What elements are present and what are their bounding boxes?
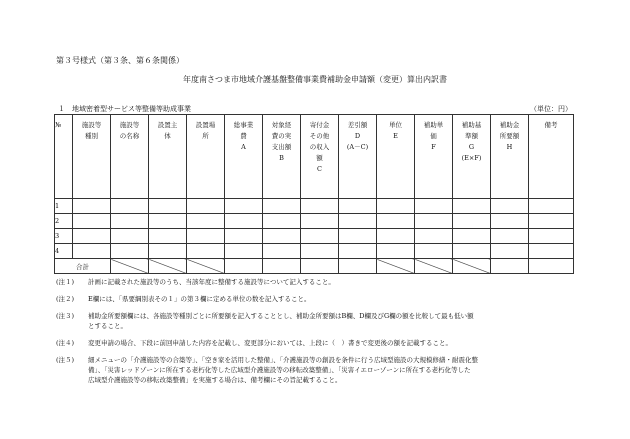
table-cell [339, 214, 377, 229]
table-cell [453, 199, 491, 214]
table-cell [415, 214, 453, 229]
form-label: 第３号様式（第３条、第６条関係） [56, 56, 184, 65]
note-mark: (注２) [56, 295, 75, 303]
section-title: １ 地域密着型サービス等整備等助成事業 [58, 105, 191, 113]
column-header: 設置場 所 [187, 115, 225, 199]
table-cell [263, 229, 301, 244]
table-cell [187, 214, 225, 229]
table-cell [225, 229, 263, 244]
column-header: 寄付金 その他 の収入 額 C [301, 115, 339, 199]
table-cell [339, 244, 377, 259]
table-cell [187, 229, 225, 244]
column-header: 備考 [529, 115, 574, 199]
row-number: 4 [55, 244, 73, 259]
note-item [56, 277, 576, 287]
column-header: 補助基 準額 G (E×F) [453, 115, 491, 199]
crossed-out-cell [187, 259, 225, 274]
table-cell [149, 199, 187, 214]
table-cell [187, 199, 225, 214]
column-header: № [55, 115, 73, 199]
table-cell [149, 214, 187, 229]
table-cell [377, 199, 415, 214]
note-text: 変更申請の場合、下段に前回申請した内容を記載し、変更部分においては、上段に（ ）書きで変更後の額を記載すること。 [88, 339, 452, 347]
total-label: 合計 [55, 259, 111, 274]
table-cell [529, 229, 574, 244]
table-cell [263, 244, 301, 259]
table-cell [111, 229, 149, 244]
column-header: 補助金 所要額 H [491, 115, 529, 199]
crossed-out-cell [149, 259, 187, 274]
crossed-out-cell [415, 259, 453, 274]
table-cell [225, 244, 263, 259]
table-cell [491, 229, 529, 244]
note-text: 細メニューの「介護施設等の合築等」、「空き家を活用した整備」、「介護施設等の創設を条件に行う広域型施設の大規模修繕・耐震化整 備」、「災害レッドゾーンに所在する老朽化等した広域型介護施設等の移転改築整備」、「災害イエローゾーンに所在する老朽化等した 広域型介護施設等の移転改築整備」を実施する場合は、備考欄にその旨記載すること。 [88, 356, 478, 384]
notes-section [56, 277, 576, 392]
table-cell [263, 199, 301, 214]
table-cell [111, 244, 149, 259]
note-mark: (注５) [56, 356, 75, 364]
table-row [55, 199, 574, 214]
column-header: 施設等 種別 [73, 115, 111, 199]
table-cell [149, 229, 187, 244]
row-number: 3 [55, 229, 73, 244]
table-cell [301, 229, 339, 244]
table-cell [453, 214, 491, 229]
table-cell [529, 199, 574, 214]
document-title: 年度南さつま市地域介護基盤整備事業費補助金申請額（変更）算出内訳書 [183, 75, 447, 84]
table-cell [415, 244, 453, 259]
table-row [55, 214, 574, 229]
total-cell [263, 259, 301, 274]
table-cell [263, 214, 301, 229]
total-row [55, 259, 574, 274]
table-cell [225, 199, 263, 214]
table-cell [225, 214, 263, 229]
table-row [55, 244, 574, 259]
crossed-out-cell [111, 259, 149, 274]
table-cell [491, 214, 529, 229]
table-cell [149, 244, 187, 259]
note-text: E欄には、「県要綱別表その１」の第３欄に定める単位の数を記入すること。 [88, 295, 311, 303]
table-cell [377, 244, 415, 259]
note-mark: (注３) [56, 312, 75, 320]
column-header: 施設等 の名称 [111, 115, 149, 199]
column-header: 差引額 D (A－C) [339, 115, 377, 199]
table-cell [73, 214, 111, 229]
note-item [56, 311, 576, 331]
total-cell [225, 259, 263, 274]
unit-label: （単位：円） [530, 105, 572, 113]
table-cell [301, 199, 339, 214]
table-cell [73, 244, 111, 259]
table-cell [301, 214, 339, 229]
grant-breakdown-table [54, 114, 574, 274]
table-cell [187, 244, 225, 259]
note-text: 計画に記載された施設等のうち、当該年度に整備する施設等について記入すること。 [88, 278, 335, 286]
crossed-out-cell [377, 259, 415, 274]
table-cell [73, 199, 111, 214]
table-cell [73, 229, 111, 244]
table-cell [377, 214, 415, 229]
note-item [56, 294, 576, 304]
note-mark: (注１) [56, 278, 75, 286]
note-item [56, 338, 576, 348]
table-header-row [55, 115, 574, 199]
total-cell [301, 259, 339, 274]
column-header: 設置主 体 [149, 115, 187, 199]
column-header: 総事業 費 A [225, 115, 263, 199]
note-item [56, 355, 576, 385]
table-cell [453, 244, 491, 259]
total-cell [339, 259, 377, 274]
table-cell [453, 229, 491, 244]
note-mark: (注４) [56, 339, 75, 347]
table-cell [377, 229, 415, 244]
table-cell [339, 229, 377, 244]
table-cell [529, 214, 574, 229]
column-header: 単位 E [377, 115, 415, 199]
table-row [55, 229, 574, 244]
table-cell [491, 244, 529, 259]
row-number: 1 [55, 199, 73, 214]
note-text: 補助金所要額欄には、各施設等種別ごとに所要額を記入することとし、補助金所要額はB欄、D欄及びG欄の額を比較して最も低い額 とすること。 [88, 312, 474, 330]
table-cell [529, 244, 574, 259]
total-cell [491, 259, 529, 274]
crossed-out-cell [453, 259, 491, 274]
table-cell [491, 199, 529, 214]
total-cell [529, 259, 574, 274]
table-cell [339, 199, 377, 214]
table-cell [301, 244, 339, 259]
column-header: 対象経 費の実 支出額 B [263, 115, 301, 199]
table-cell [111, 199, 149, 214]
row-number: 2 [55, 214, 73, 229]
column-header: 補助単 価 F [415, 115, 453, 199]
table-cell [415, 199, 453, 214]
table-cell [415, 229, 453, 244]
table-cell [111, 214, 149, 229]
